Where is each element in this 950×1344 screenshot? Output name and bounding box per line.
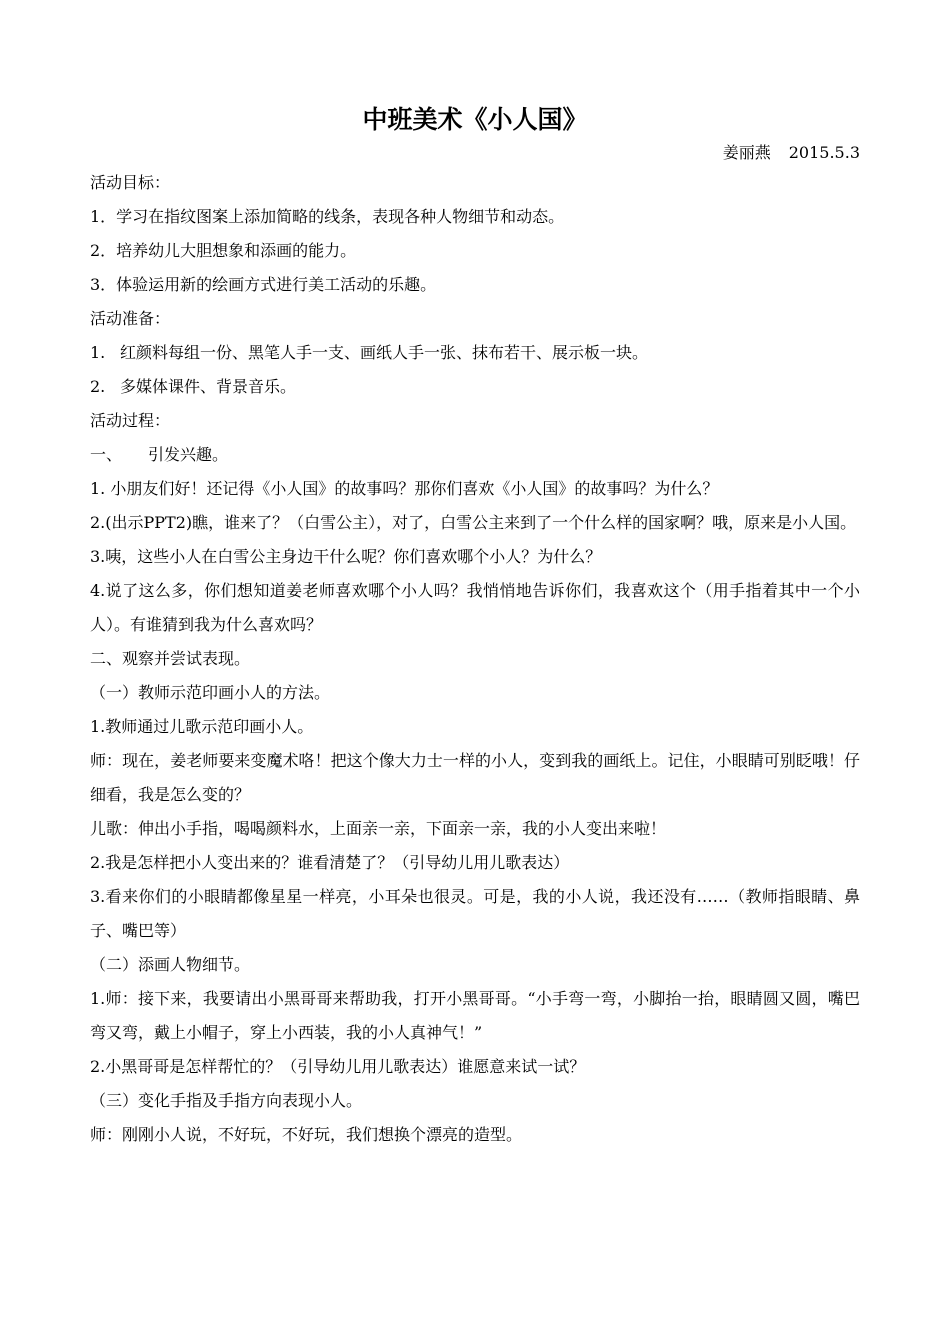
section-heading: 二、观察并尝试表现。 bbox=[90, 649, 251, 668]
process-item: 师：刚刚小人说，不好玩，不好玩，我们想换个漂亮的造型。 bbox=[90, 1125, 523, 1144]
objectives-heading: 活动目标： bbox=[90, 173, 171, 192]
process-item: 4.说了这么多，你们想知道姜老师喜欢哪个小人吗？我悄悄地告诉你们，我喜欢这个（用手指着其中一个小人）。有谁猜到我为什么喜欢吗？ bbox=[90, 581, 860, 634]
process-item: 1.教师通过儿歌示范印画小人。 bbox=[90, 717, 314, 736]
subsection-heading: （三）变化手指及手指方向表现小人。 bbox=[90, 1091, 363, 1110]
preparation-heading: 活动准备： bbox=[90, 309, 171, 328]
preparation-item bbox=[90, 336, 860, 370]
preparation-text: 多媒体课件、背景音乐。 bbox=[120, 377, 297, 396]
document-page bbox=[90, 100, 860, 1152]
preparation-number: 2. bbox=[90, 377, 106, 396]
subsection-heading: （一）教师示范印画小人的方法。 bbox=[90, 683, 331, 702]
author-date-line bbox=[90, 140, 860, 166]
process-item: 1. 小朋友们好！还记得《小人国》的故事吗？那你们喜欢《小人国》的故事吗？为什么？ bbox=[90, 479, 719, 498]
document-title: 中班美术《小人国》 bbox=[362, 105, 588, 134]
objective-item: 3．体验运用新的绘画方式进行美工活动的乐趣。 bbox=[90, 275, 437, 294]
section-title: 引发兴趣。 bbox=[148, 445, 229, 464]
process-item: 2.(出示PPT2)瞧，谁来了？（白雪公主），对了，白雪公主来到了一个什么样的国家啊？哦，原来是小人国。 bbox=[90, 513, 857, 532]
subsection-heading: （二）添画人物细节。 bbox=[90, 955, 251, 974]
process-item: 2.小黑哥哥是怎样帮忙的？（引导幼儿用儿歌表达）谁愿意来试一试？ bbox=[90, 1057, 586, 1076]
section-heading bbox=[90, 438, 860, 472]
objective-item: 2．培养幼儿大胆想象和添画的能力。 bbox=[90, 241, 357, 260]
section-number: 一、 bbox=[90, 445, 123, 464]
objective-item: 1．学习在指纹图案上添加简略的线条，表现各种人物细节和动态。 bbox=[90, 207, 565, 226]
process-item: 2.我是怎样把小人变出来的？谁看清楚了？（引导幼儿用儿歌表达） bbox=[90, 853, 570, 872]
process-heading: 活动过程： bbox=[90, 411, 171, 430]
document-date: 2015.5.3 bbox=[788, 143, 860, 162]
process-item: 3.咦，这些小人在白雪公主身边干什么呢？你们喜欢哪个小人？为什么？ bbox=[90, 547, 602, 566]
preparation-text: 红颜料每组一份、黑笔人手一支、画纸人手一张、抹布若干、展示板一块。 bbox=[120, 343, 649, 362]
preparation-number: 1. bbox=[90, 343, 106, 362]
process-item: 1.师：接下来，我要请出小黑哥哥来帮助我，打开小黑哥哥。“小手弯一弯，小脚抬一抬，眼睛圆又圆，嘴巴弯又弯，戴上小帽子，穿上小西装，我的小人真神气！” bbox=[90, 989, 860, 1042]
process-item: 师：现在，姜老师要来变魔术咯！把这个像大力士一样的小人，变到我的画纸上。记住，小眼睛可别眨哦！仔细看，我是怎么变的？ bbox=[90, 751, 860, 804]
process-item: 儿歌：伸出小手指，喝喝颜料水，上面亲一亲，下面亲一亲，我的小人变出来啦！ bbox=[90, 819, 667, 838]
author-name: 姜丽燕 bbox=[722, 143, 771, 162]
process-item: 3.看来你们的小眼睛都像星星一样亮，小耳朵也很灵。可是，我的小人说，我还没有……（教师指眼睛、鼻子、嘴巴等） bbox=[90, 887, 860, 940]
preparation-item bbox=[90, 370, 860, 404]
